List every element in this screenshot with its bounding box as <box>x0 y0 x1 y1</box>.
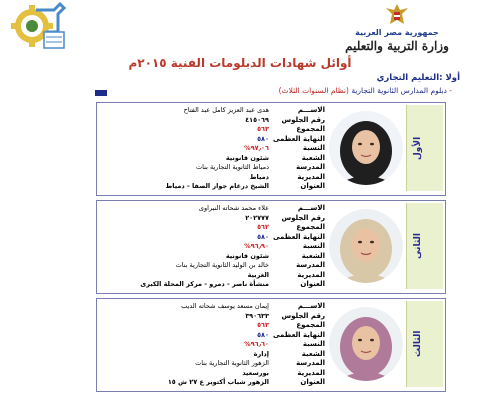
name-value: إيمان مسعد يوسف شحاته الديب <box>181 302 269 310</box>
address-label: العنوان <box>300 280 325 288</box>
info-row-address <box>99 181 327 192</box>
max-value: ٥٨٠ <box>257 232 269 241</box>
student-card <box>96 298 446 392</box>
name-label: الاســـم <box>297 302 325 310</box>
address-label: العنوان <box>300 378 325 386</box>
rank-label: الثالث <box>413 330 423 358</box>
total-label: المجموع <box>296 125 325 133</box>
name-label: الاســـم <box>297 204 325 212</box>
subheading-main: دبلوم المدارس الثانوية التجارية <box>351 86 447 95</box>
directorate-label: المديرية <box>297 270 325 279</box>
branch-value: شئون قانونية <box>225 251 269 260</box>
rank-badge <box>406 203 443 289</box>
branch-label: الشعبة <box>301 349 325 358</box>
ministry-name: وزارة التربية والتعليم <box>345 39 449 53</box>
info-row-address <box>99 377 327 388</box>
student-photo <box>329 111 403 185</box>
total-value: ٥٦٢ <box>257 223 269 231</box>
pct-label: النسبة <box>302 144 325 152</box>
eagle-icon <box>384 2 410 28</box>
school-value: دمياط الثانوية التجارية بنات <box>196 163 269 171</box>
page-title: أوائل شهادات الدبلومات الفنية ٢٠١٥م <box>128 56 352 70</box>
address-value: منشأة ناصر - دمرو - مركز المحلة الكبرى <box>140 280 269 288</box>
school-value: الزهور الثانوية التجارية بنات <box>195 359 269 367</box>
bullet: - <box>449 86 452 95</box>
max-label: النهاية العظمى <box>272 330 325 339</box>
student-photo <box>329 307 403 381</box>
rank-label: الأول <box>413 136 423 160</box>
pct-value: ٩٧٫٠٦% <box>244 144 269 152</box>
pct-value: ٩٦٫٩٠% <box>244 242 269 250</box>
student-info <box>99 301 327 387</box>
page-header <box>0 0 480 62</box>
info-row-address <box>99 279 327 290</box>
rank-badge <box>406 105 443 191</box>
subheading-paren: (نظام السنوات الثلاث) <box>278 86 349 95</box>
seat-value: ٣٩٠٦٣٣ <box>245 311 269 320</box>
school-value: خالد بن الوليد الثانوية التجارية بنات <box>175 261 269 269</box>
name-label: الاســـم <box>297 106 325 114</box>
branch-value: شئون قانونية <box>225 153 269 162</box>
school-label: المدرسة <box>296 359 325 367</box>
arrow-line-icon <box>95 90 107 96</box>
directorate-value: دمياط <box>249 172 269 181</box>
republic-label: جمهورية مصر العربية <box>355 28 439 37</box>
address-value: الشيخ درغام جوار الصفا - دمياط <box>165 182 269 190</box>
section-subheading <box>279 86 452 95</box>
pct-value: ٩٦٫٦٠% <box>244 340 269 348</box>
address-label: العنوان <box>300 182 325 190</box>
branch-value: إدارة <box>253 349 269 358</box>
seat-label: رقم الجلوس <box>281 115 325 124</box>
seat-value: ٤١٥٠٦٩ <box>245 115 269 124</box>
school-label: المدرسة <box>296 163 325 171</box>
name-value: علاء محمد شحاته النبراوى <box>198 204 269 212</box>
pct-label: النسبة <box>302 340 325 348</box>
total-value: ٥٦٣ <box>257 321 269 329</box>
school-label: المدرسة <box>296 261 325 269</box>
max-value: ٥٨٠ <box>257 134 269 143</box>
rank-label: الثانى <box>413 233 423 260</box>
directorate-label: المديرية <box>297 368 325 377</box>
student-info <box>99 203 327 289</box>
ministry-emblem <box>322 2 472 58</box>
address-value: الزهور شباب أكتوبر ع ٢٧ ش ١٥ <box>167 378 269 386</box>
directorate-label: المديرية <box>297 172 325 181</box>
pct-label: النسبة <box>302 242 325 250</box>
max-label: النهاية العظمى <box>272 134 325 143</box>
total-label: المجموع <box>296 321 325 329</box>
seat-label: رقم الجلوس <box>281 311 325 320</box>
student-photo <box>329 209 403 283</box>
student-info <box>99 105 327 191</box>
branch-label: الشعبة <box>301 251 325 260</box>
directorate-value: الغربية <box>247 270 269 279</box>
directorate-value: بورسعيد <box>242 368 269 377</box>
seat-label: رقم الجلوس <box>281 213 325 222</box>
branch-label: الشعبة <box>301 153 325 162</box>
rank-badge <box>406 301 443 387</box>
seat-value: ٢٠٢٧٧٧ <box>245 213 269 222</box>
max-label: النهاية العظمى <box>272 232 325 241</box>
student-card <box>96 102 446 196</box>
name-value: هدى عبد العزيز كامل عبد الفتاح <box>183 106 269 114</box>
max-value: ٥٨٠ <box>257 330 269 339</box>
technical-education-logo <box>6 2 68 52</box>
total-value: ٥٦٣ <box>257 125 269 133</box>
section-heading: أولا :التعليم التجاري <box>376 73 460 83</box>
student-card <box>96 200 446 294</box>
total-label: المجموع <box>296 223 325 231</box>
